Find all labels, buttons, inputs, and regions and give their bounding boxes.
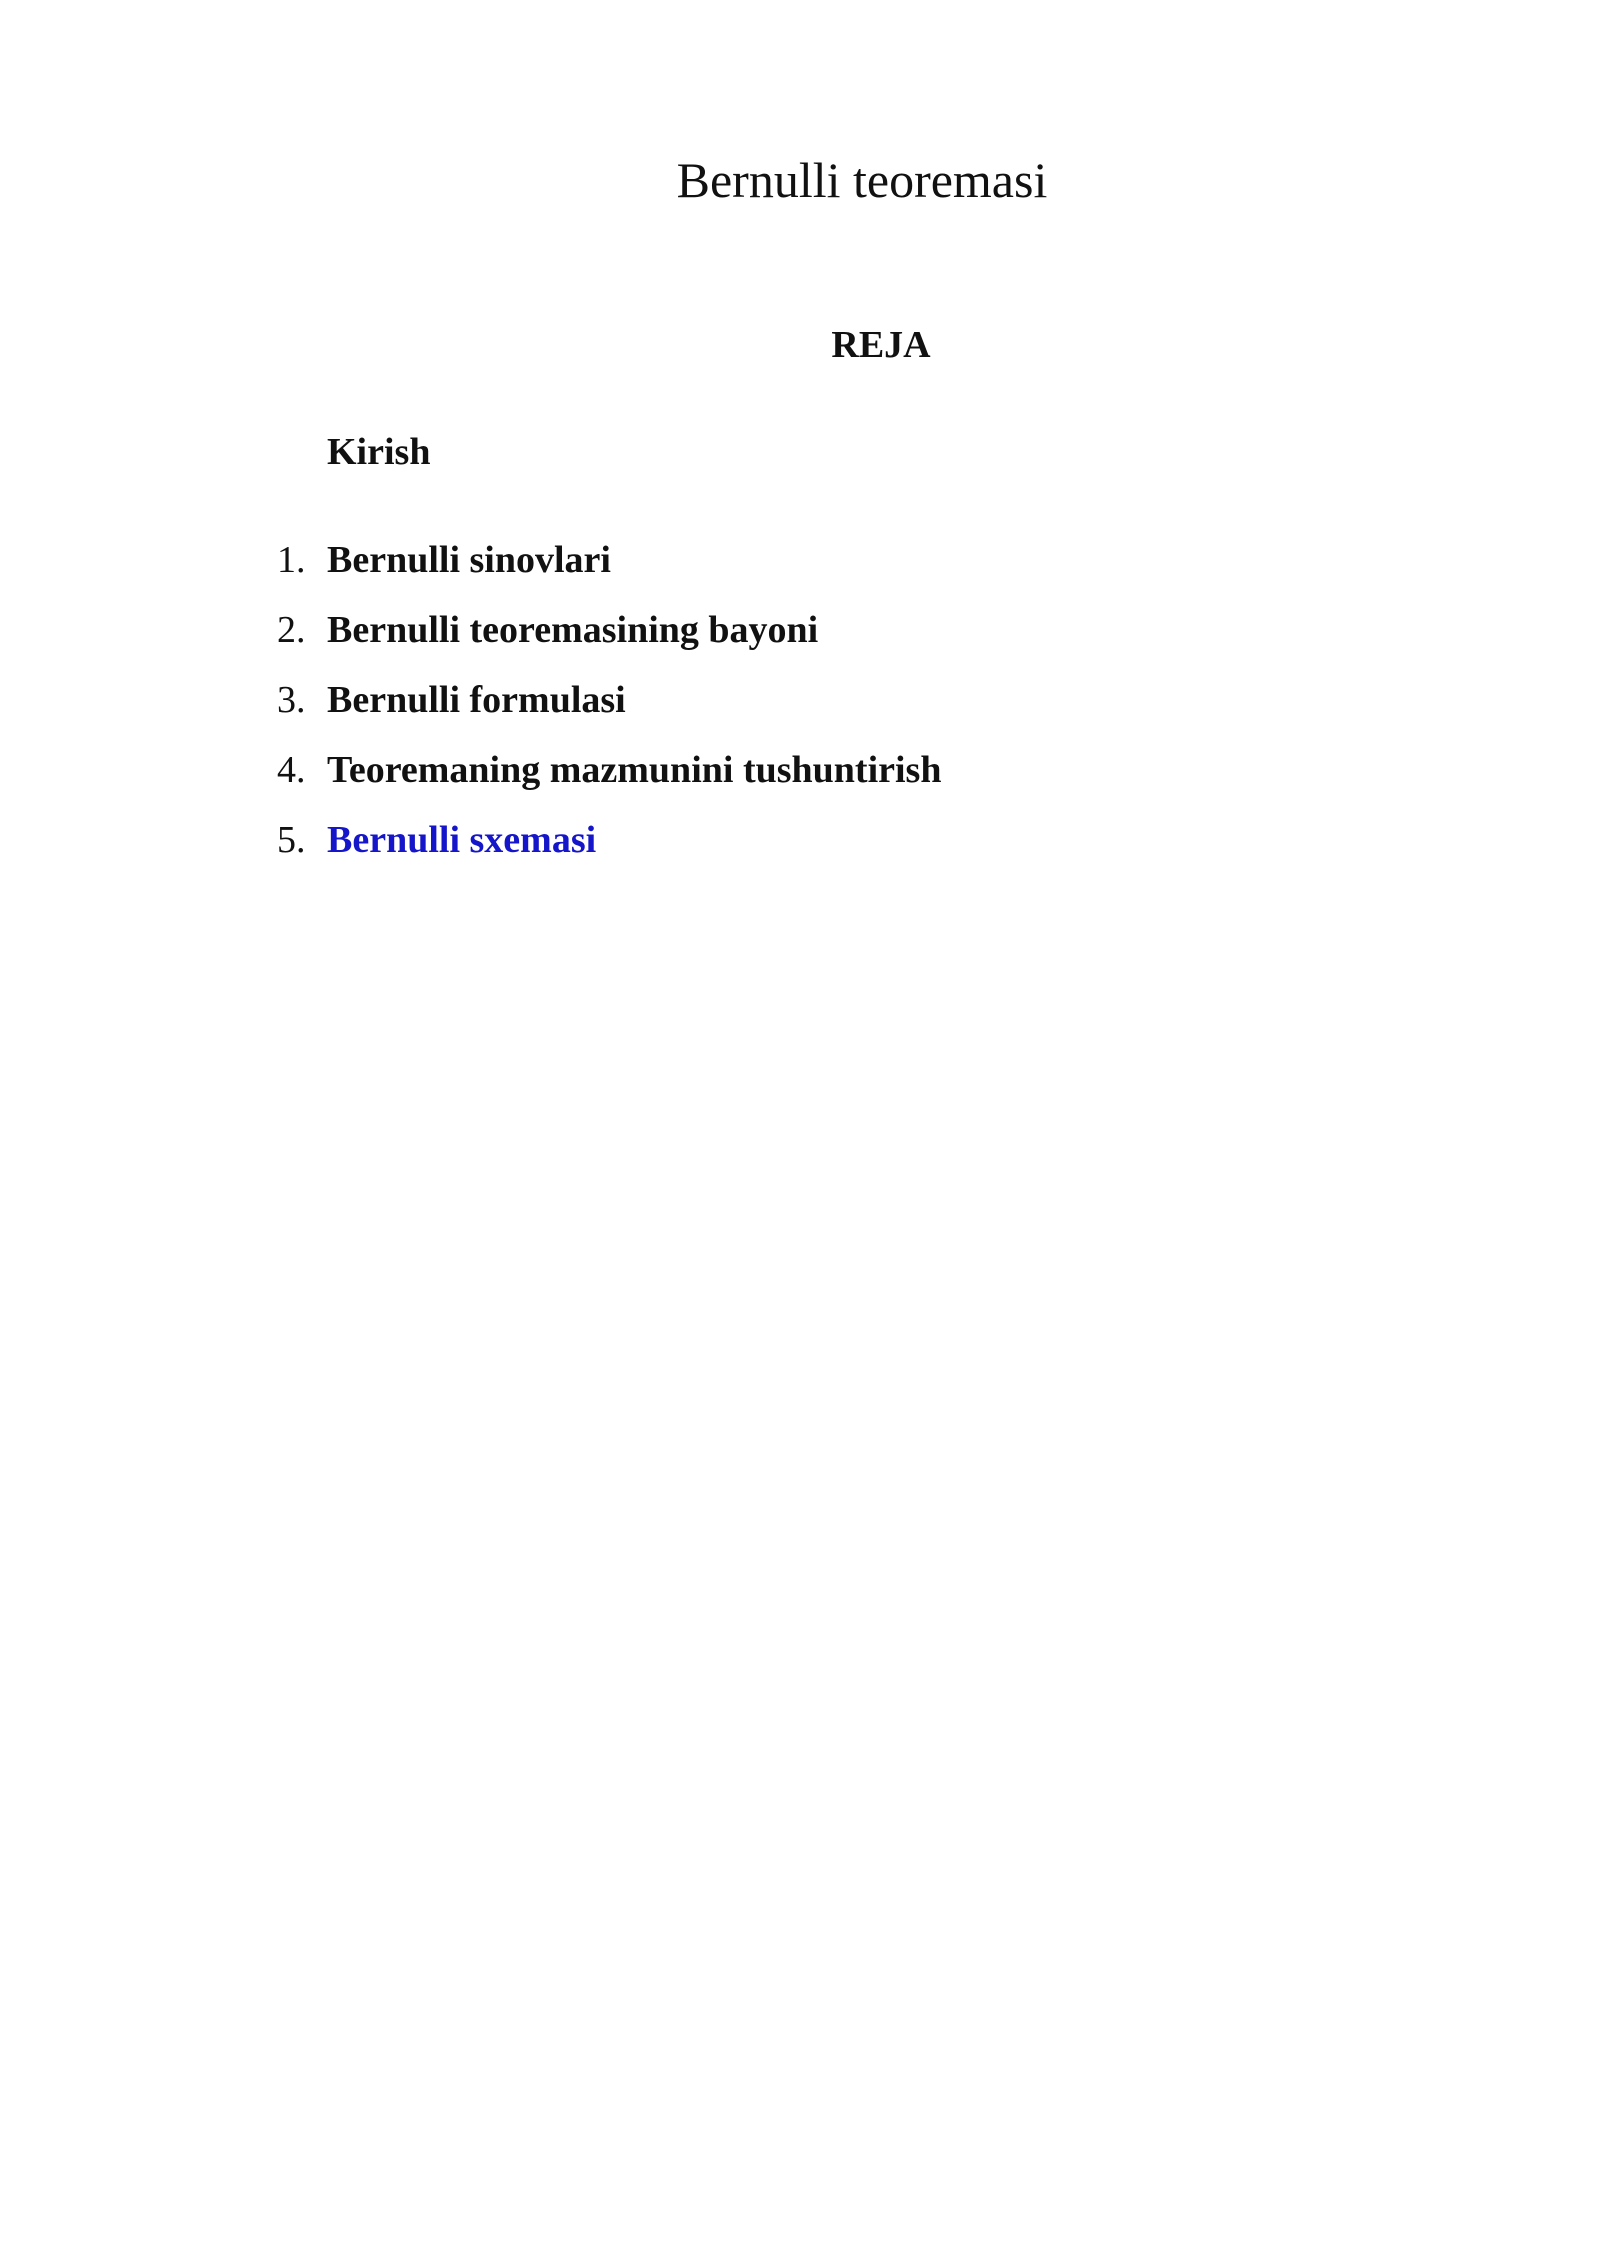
plan-heading: REJA (831, 324, 931, 366)
plan-item-number: 1. (277, 539, 306, 581)
plan-item-label: Bernulli formulasi (327, 679, 626, 721)
document-title: Bernulli teoremasi (676, 152, 1048, 208)
plan-item-label: Bernulli sinovlari (327, 539, 611, 581)
plan-item-link[interactable]: Bernulli sxemasi (327, 819, 597, 861)
plan-item-label: Bernulli teoremasining bayoni (327, 609, 819, 651)
plan-item-number: 5. (277, 819, 306, 861)
plan-item-label: Teoremaning mazmunini tushuntirish (327, 749, 942, 791)
plan-item-number: 3. (277, 679, 306, 721)
plan-item-number: 2. (277, 609, 306, 651)
intro-heading: Kirish (327, 431, 431, 473)
plan-item-number: 4. (277, 749, 306, 791)
